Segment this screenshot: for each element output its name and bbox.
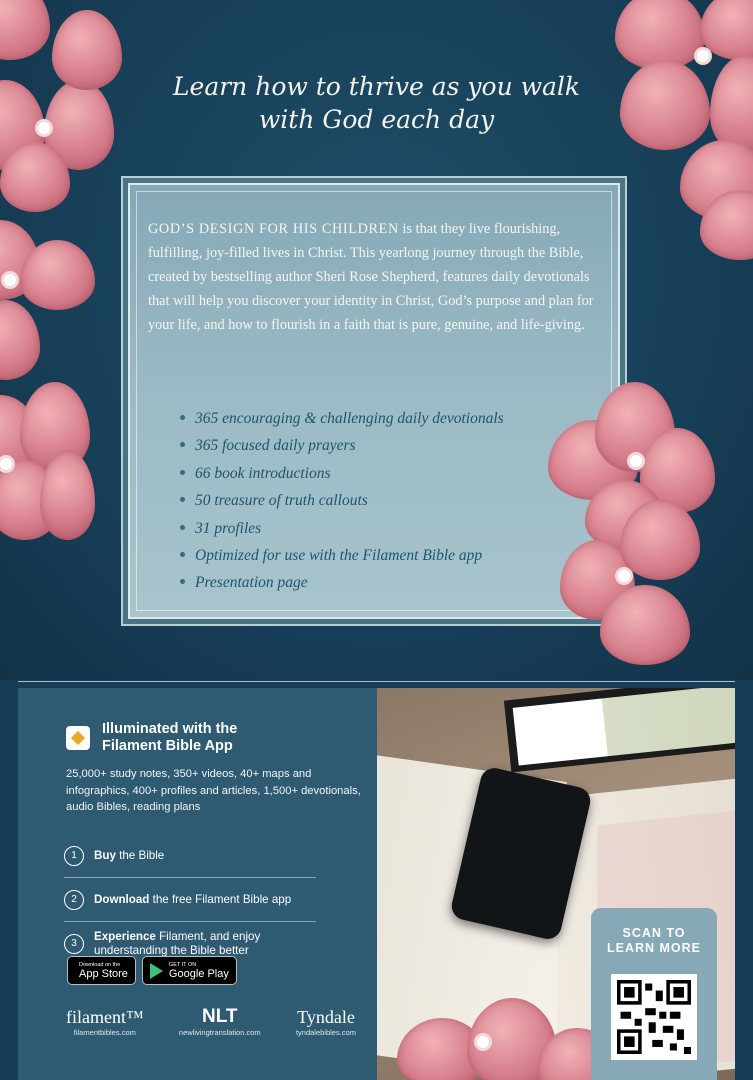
step-item: 1 Buy the Bible	[64, 834, 316, 878]
description-body: is that they live flourishing, fulfilling, joy-filled lives in Christ. This yearlong journey through the Bible, created by bestselling author Sheri Rose Shepherd, features daily devotionals that will help you discover your identity in Christ, God’s purpose and plan for your life, and how to flourish in a faith that is pure, genuine, and life-giving.	[148, 221, 594, 333]
filament-logo-icon	[66, 726, 90, 750]
tyndale-brand: Tyndale tyndalebibles.com	[295, 1007, 356, 1037]
google-play-button[interactable]: GET IT ON Google Play	[142, 956, 237, 985]
feature-item: 66 book introductions	[180, 460, 504, 487]
filament-brand: filament™ filamentbibles.com	[66, 1007, 144, 1037]
step-number: 2	[64, 890, 84, 910]
app-title: Illuminated with the Filament Bible App	[102, 721, 238, 754]
scan-label: SCAN TO LEARN MORE	[606, 926, 702, 955]
description-text	[148, 217, 598, 337]
feature-item: Presentation page	[180, 569, 504, 596]
headline-line-1: Learn how to thrive as you walk	[172, 72, 581, 101]
step-item: 2 Download the free Filament Bible app	[64, 878, 316, 922]
feature-item: 365 encouraging & challenging daily devotionals	[180, 405, 504, 432]
filament-url[interactable]: filamentbibles.com	[73, 1028, 136, 1037]
brand-row	[66, 1006, 356, 1038]
app-stats: 25,000+ study notes, 350+ videos, 40+ maps and infographics, 400+ profiles and articles, 1,500+ devotionals, audio Bibles, reading plans	[66, 768, 361, 813]
headline	[120, 70, 633, 136]
scan-box	[591, 908, 717, 1080]
app-store-button[interactable]: Download on the App Store	[67, 956, 136, 985]
step-item: 3 Experience Filament, and enjoy understanding the Bible better	[64, 922, 316, 965]
feature-item: 365 focused daily prayers	[180, 432, 504, 459]
step-number: 3	[64, 934, 84, 954]
product-photo	[377, 688, 735, 1080]
feature-item: Optimized for use with the Filament Bible app	[180, 542, 504, 569]
nlt-brand: NLT newlivingtranslation.com	[178, 1006, 261, 1037]
google-play-icon	[150, 963, 163, 979]
description-lead: GOD’S DESIGN FOR HIS CHILDREN	[148, 221, 399, 237]
step-number: 1	[64, 846, 84, 866]
steps-list	[64, 834, 316, 965]
section-divider	[18, 681, 735, 682]
filament-panel	[18, 688, 377, 1080]
app-heading	[66, 721, 237, 755]
tablet-image	[504, 688, 735, 772]
feature-item: 31 profiles	[180, 515, 504, 542]
nlt-url[interactable]: newlivingtranslation.com	[178, 1028, 261, 1037]
tyndale-url[interactable]: tyndalebibles.com	[295, 1028, 356, 1037]
store-badges	[67, 956, 243, 985]
description-frame	[128, 183, 620, 619]
feature-item: 50 treasure of truth callouts	[180, 487, 504, 514]
qr-code-icon[interactable]	[611, 974, 697, 1060]
headline-line-2: with God each day	[258, 105, 495, 134]
feature-list	[180, 405, 504, 597]
